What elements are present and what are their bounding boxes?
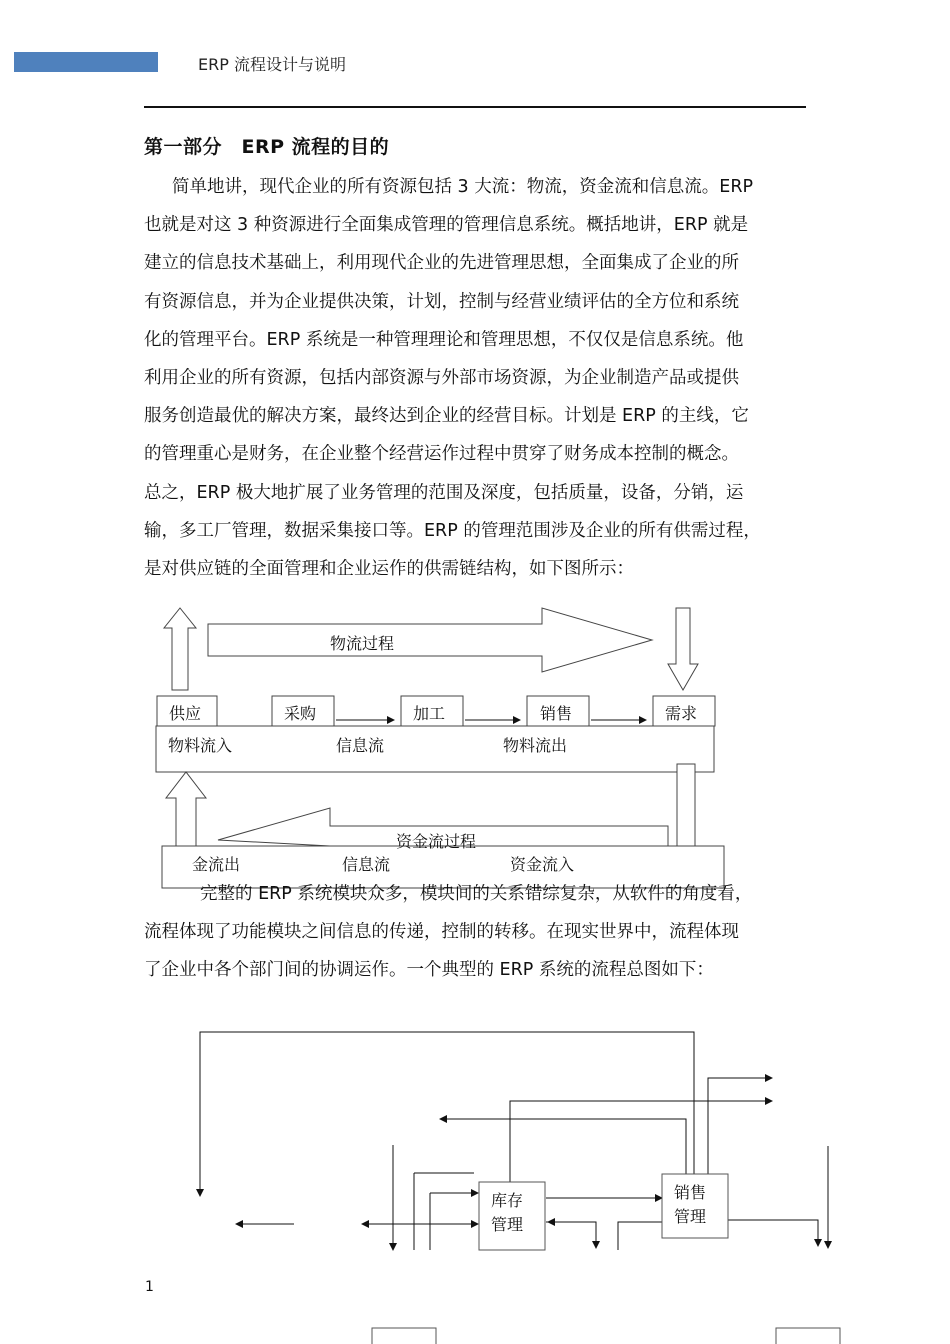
paragraph-line: 是对供应链的全面管理和企业运作的供需链结构，如下图所示： bbox=[144, 559, 634, 580]
next-page-box bbox=[776, 1328, 840, 1344]
node-label: 采购 bbox=[284, 704, 317, 723]
node-label: 供应 bbox=[169, 704, 202, 723]
paragraph-line: 也就是对这 3 种资源进行全面集成管理的管理信息系统。概括地讲，ERP 就是 bbox=[144, 215, 749, 236]
node-label: 销售 bbox=[540, 704, 573, 723]
paragraph-line: 流程体现了功能模块之间信息的传递，控制的转移。在现实世界中，流程体现 bbox=[144, 922, 739, 943]
paragraph-line: 利用企业的所有资源，包括内部资源与外部市场资源，为企业制造产品或提供 bbox=[144, 368, 739, 389]
paragraph-line: 完整的 ERP 系统模块众多，模块间的关系错综复杂，从软件的角度看， bbox=[200, 884, 753, 904]
page-number: 1 bbox=[145, 1279, 154, 1295]
paragraph-line: 建立的信息技术基础上，利用现代企业的先进管理思想，全面集成了企业的所 bbox=[144, 253, 739, 274]
header-title: ERP 流程设计与说明 bbox=[198, 55, 346, 74]
bottom-label: 资金流入 bbox=[510, 855, 575, 874]
node-label: 需求 bbox=[665, 704, 698, 723]
module-label: 库存 bbox=[491, 1191, 524, 1210]
logistics-arrow-label: 物流过程 bbox=[330, 634, 395, 653]
paragraph-line: 简单地讲，现代企业的所有资源包括 3 大流：物流，资金流和信息流。ERP bbox=[172, 177, 754, 197]
middle-label: 物料流入 bbox=[168, 736, 233, 755]
bottom-label: 信息流 bbox=[342, 855, 391, 874]
paragraph-line: 输，多工厂管理，数据采集接口等。ERP 的管理范围涉及企业的所有供需过程， bbox=[144, 520, 761, 541]
middle-label: 信息流 bbox=[336, 736, 385, 755]
paragraph-line: 的管理重心是财务，在企业整个经营运作过程中贯穿了财务成本控制的概念。 bbox=[144, 444, 739, 465]
node-label: 加工 bbox=[413, 704, 446, 723]
module-label: 管理 bbox=[674, 1207, 707, 1226]
next-page-box bbox=[372, 1328, 436, 1344]
paragraph-line: 了企业中各个部门间的协调运作。一个典型的 ERP 系统的流程总图如下： bbox=[144, 960, 714, 981]
paragraph-line: 总之，ERP 极大地扩展了业务管理的范围及深度，包括质量，设备，分销，运 bbox=[144, 482, 744, 503]
paragraph-line: 有资源信息，并为企业提供决策，计划，控制与经营业绩评估的全方位和系统 bbox=[144, 291, 739, 312]
funds-arrow-label: 资金流过程 bbox=[396, 832, 477, 851]
middle-label: 物料流出 bbox=[503, 736, 568, 755]
module-label: 管理 bbox=[491, 1215, 524, 1234]
module-label: 销售 bbox=[674, 1183, 707, 1202]
section-heading: 第一部分 ERP 流程的目的 bbox=[144, 136, 390, 158]
paragraph-line: 化的管理平台。ERP 系统是一种管理理论和管理思想，不仅仅是信息系统。他 bbox=[144, 329, 744, 350]
paragraph-line: 服务创造最优的解决方案，最终达到企业的经营目标。计划是 ERP 的主线，它 bbox=[144, 406, 749, 427]
bottom-label: 金流出 bbox=[192, 855, 241, 874]
